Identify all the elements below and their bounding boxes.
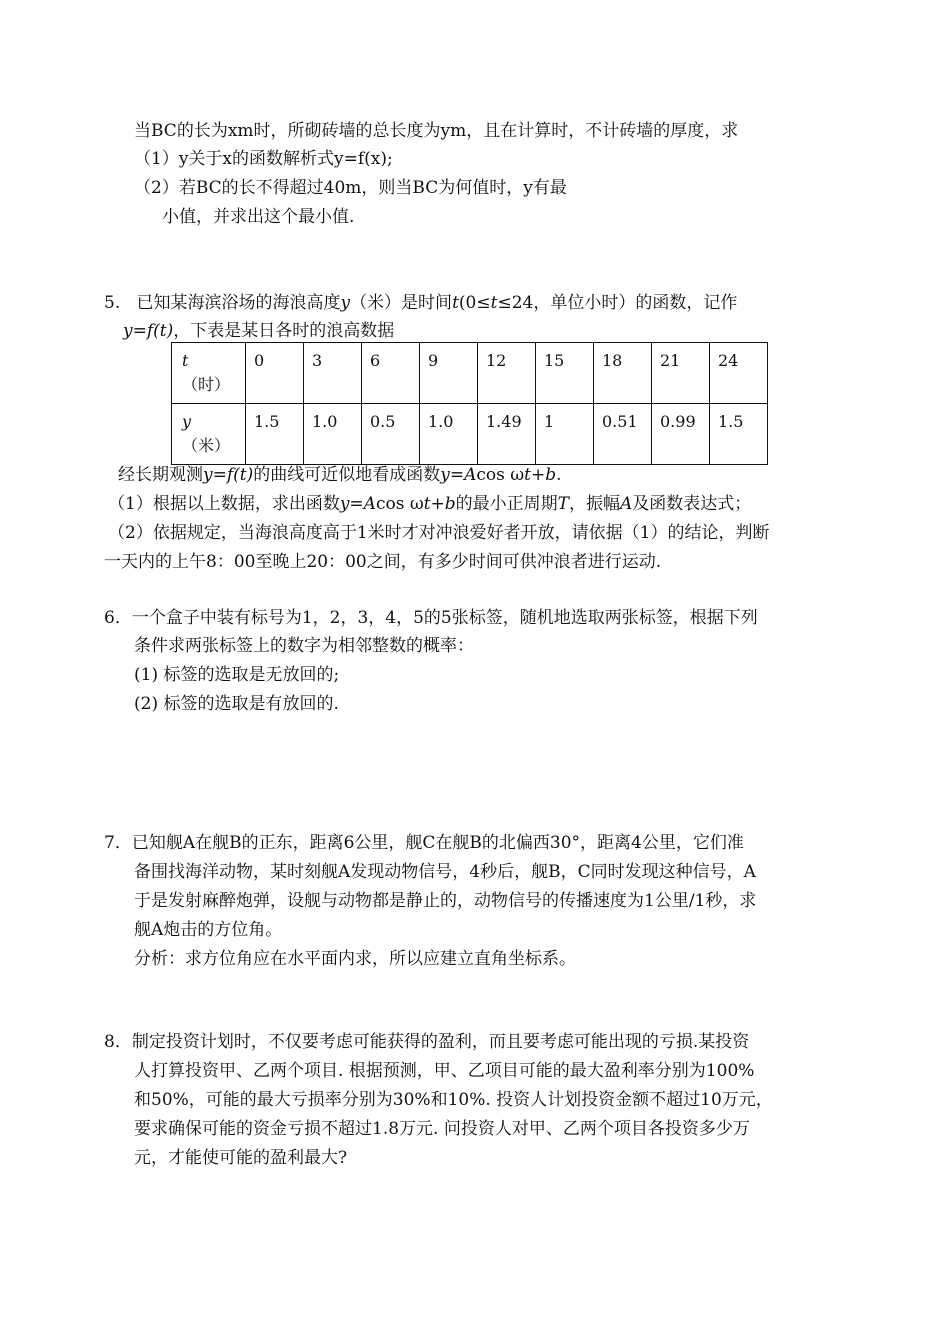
- q6-line1: 6．一个盒子中装有标号为1，2，3，4，5的5张标签，随机地选取两张标签，根据下列: [104, 608, 758, 628]
- q5-text: ，振幅: [569, 494, 621, 514]
- var-y: y: [340, 293, 351, 313]
- q8-line1: 8．制定投资计划时，不仅要考虑可能获得的盈利，而且要考虑可能出现的亏损.某投资: [104, 1032, 750, 1052]
- header-var: t: [182, 351, 189, 370]
- function-expr: t+b: [423, 494, 456, 514]
- table-cell: 1.0: [420, 404, 478, 465]
- var-A: A: [620, 494, 633, 514]
- table-cell: 12: [478, 343, 536, 404]
- q5-text: 及函数表达式；: [632, 494, 752, 514]
- table-cell: 24: [710, 343, 768, 404]
- q4-part2-line2: 小值，并求出这个最小值.: [162, 207, 355, 227]
- header-unit: （米）: [182, 436, 231, 455]
- q4-intro: 当BC的长为xm时，所砌砖墙的总长度为ym，且在计算时，不计砖墙的厚度，求: [134, 121, 739, 141]
- table-cell: 21: [652, 343, 710, 404]
- q5-text: 的最小正周期: [455, 494, 558, 514]
- table-cell: 9: [420, 343, 478, 404]
- q5-text: ≤24，单位小时）的函数，记作: [497, 293, 738, 313]
- q5-part2-line2: 一天内的上午8：00至晚上20：00之间，有多少时间可供冲浪者进行运动.: [104, 552, 662, 572]
- q5-text: （1）根据以上数据，求出函数: [108, 494, 340, 514]
- header-unit: （时）: [182, 375, 231, 394]
- q5-part1: [108, 493, 751, 515]
- q5-text: (0≤: [458, 293, 491, 313]
- q5-line2: [123, 320, 394, 342]
- table-cell: 0.51: [594, 404, 652, 465]
- q6-line3: (1) 标签的选取是无放回的;: [134, 665, 340, 685]
- q4-part2-line1: （2）若BC的长不得超过40m，则当BC为何值时，y有最: [134, 178, 567, 198]
- q8-line4: 要求确保可能的资金亏损不超过1.8万元. 问投资人对甲、乙两个项目各投资多少万: [134, 1119, 750, 1139]
- q5-text: ，下表是某日各时的浪高数据: [173, 321, 395, 341]
- q8-line3: 和50%，可能的最大亏损率分别为30%和10%. 投资人计划投资金额不超过10万元，: [134, 1090, 773, 1110]
- function-expr: cos ω: [375, 494, 424, 514]
- function-expr: y=f(t): [203, 465, 254, 485]
- q5-text: 的曲线可近似地看成函数: [253, 465, 441, 485]
- table-cell: 1: [536, 404, 594, 465]
- var-T: T: [557, 494, 570, 514]
- var-t: t: [490, 293, 498, 313]
- q5-number: 5.: [104, 293, 121, 313]
- q5-part2-line1: （2）依据规定，当海浪高度高于1米时才对冲浪爱好者开放，请依据（1）的结论，判断: [108, 523, 770, 543]
- function-expr: y=A: [440, 465, 477, 485]
- table-cell: 0.99: [652, 404, 710, 465]
- q5-text: （米）是时间: [350, 293, 453, 313]
- q8-line2: 人打算投资甲、乙两个项目. 根据预测，甲、乙项目可能的最大盈利率分别为100%: [134, 1061, 755, 1081]
- q7-line3: 于是发射麻醉炮弹，设舰与动物都是静止的，动物信号的传播速度为1公里/1秒，求: [134, 891, 757, 911]
- q5-line1: [104, 292, 737, 314]
- q8-line5: 元，才能使可能的盈利最大?: [134, 1148, 348, 1168]
- function-expr: cos ω: [476, 465, 525, 485]
- var-t: t: [452, 293, 459, 313]
- q6-line4: (2) 标签的选取是有放回的.: [134, 694, 339, 714]
- table-cell: 1.0: [304, 404, 362, 465]
- wave-height-table: [171, 342, 768, 465]
- q5-text: 经长期观测: [118, 465, 203, 485]
- table-row-t: [172, 343, 768, 404]
- table-cell: 0.5: [362, 404, 420, 465]
- q7-line2: 备围找海洋动物，某时刻舰A发现动物信号，4秒后，舰B，C同时发现这种信号，A: [134, 862, 756, 882]
- q5-text: 已知某海滨浴场的海浪高度: [136, 293, 341, 313]
- q7-line1: 7．已知舰A在舰B的正东，距离6公里，舰C在舰B的北偏西30°，距离4公里，它们准: [104, 833, 744, 853]
- q5-text: .: [556, 465, 562, 485]
- function-expr: y=f(t): [123, 321, 174, 341]
- q7-analysis: 分析：求方位角应在水平面内求，所以应建立直角坐标系。: [134, 949, 576, 969]
- table-header-t: [172, 343, 246, 404]
- table-cell: 1.5: [710, 404, 768, 465]
- table-cell: 18: [594, 343, 652, 404]
- q7-line4: 舰A炮击的方位角。: [134, 920, 283, 940]
- table-cell: 0: [246, 343, 304, 404]
- header-var: y: [182, 412, 192, 431]
- table-cell: 1.49: [478, 404, 536, 465]
- q6-line2: 条件求两张标签上的数字为相邻整数的概率：: [134, 636, 474, 656]
- function-expr: t+b: [524, 465, 557, 485]
- table-cell: 15: [536, 343, 594, 404]
- q4-part1: （1）y关于x的函数解析式y=f(x);: [134, 149, 393, 169]
- function-expr: y=A: [339, 494, 376, 514]
- table-row-y: [172, 404, 768, 465]
- table-cell: 3: [304, 343, 362, 404]
- table-cell: 6: [362, 343, 420, 404]
- table-cell: 1.5: [246, 404, 304, 465]
- table-header-y: [172, 404, 246, 465]
- q5-observation: [118, 464, 562, 486]
